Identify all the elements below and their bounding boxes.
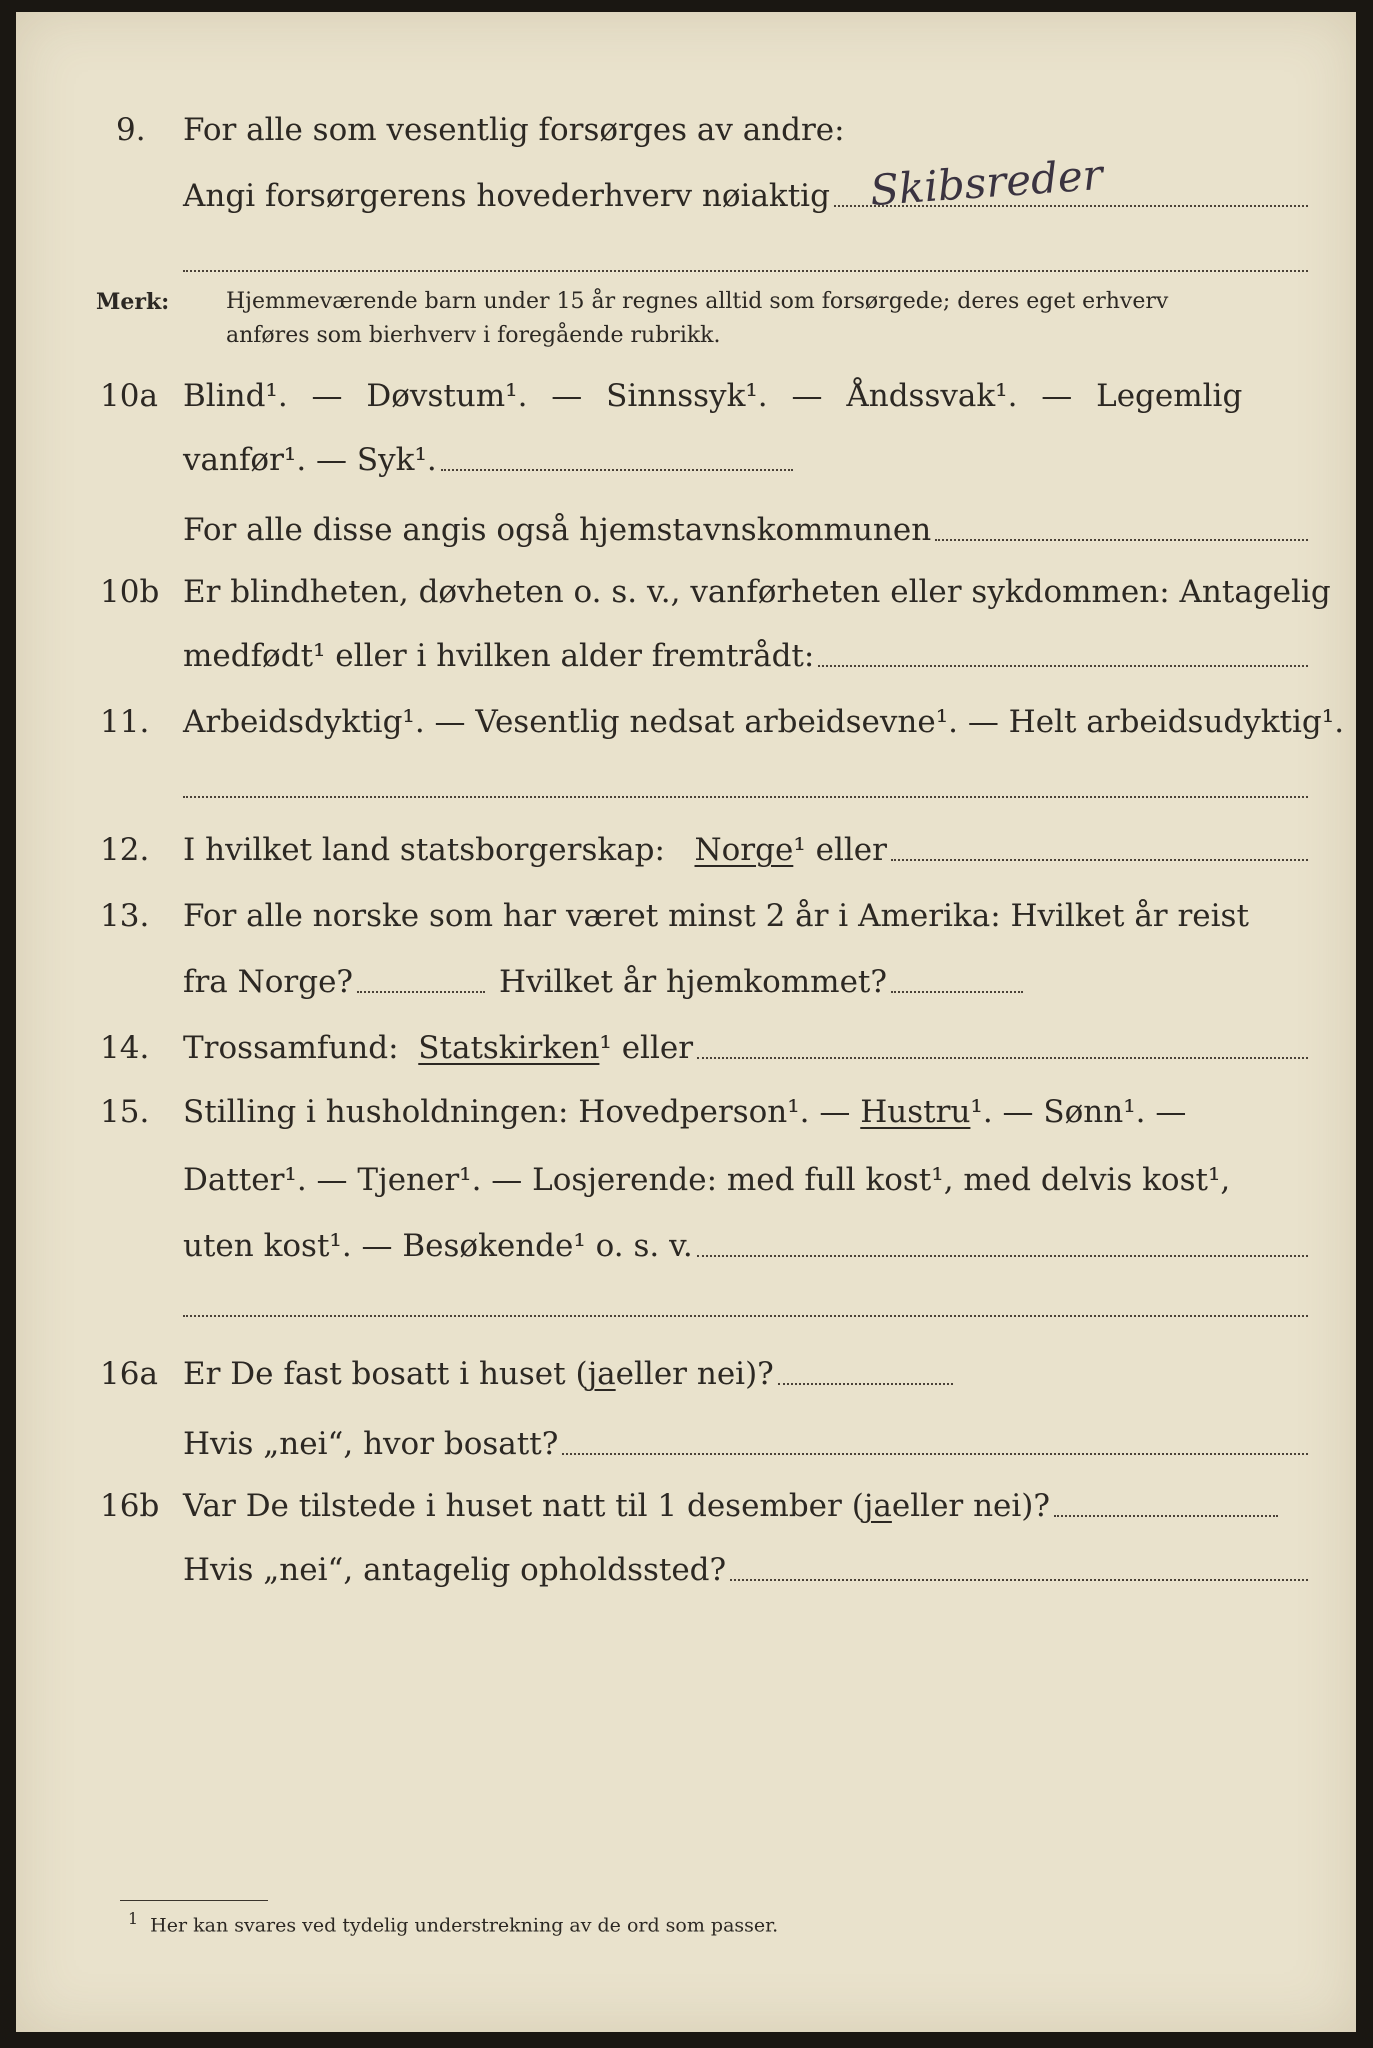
q11-field[interactable] [183, 796, 1308, 798]
q9-text1: For alle som vesentlig forsørges av andre: [183, 112, 845, 148]
footnote-mark: 1 [128, 1909, 139, 1928]
q11-text1: Arbeidsdyktig¹. — Vesentlig nedsat arbeidsevne¹. — Helt arbeidsudyktig¹. [183, 704, 1345, 740]
q9-line1 [183, 110, 863, 150]
q12-text-post: ¹ eller [793, 832, 887, 868]
q14-line[interactable] [183, 1028, 1308, 1068]
q10b-text1: Er blindheten, døvheten o. s. v., vanførheten eller sykdommen: Antagelig [183, 574, 1331, 610]
q12-underlined-answer: Norge [694, 832, 794, 868]
q13-text2a: fra Norge? [183, 964, 354, 1000]
q15-underlined-answer: Hustru [860, 1094, 971, 1130]
q16b-field[interactable] [1054, 1515, 1278, 1517]
q9-number: 9. [116, 112, 146, 148]
q12-line[interactable] [183, 830, 1308, 870]
q9-extra-field[interactable] [183, 270, 1308, 272]
q14-field[interactable] [697, 1057, 1308, 1059]
q15-text1-post: ¹. — Sønn¹. — [970, 1094, 1187, 1130]
footnote [128, 1906, 778, 1938]
q13-hjemkommet-field[interactable] [891, 991, 1023, 993]
q16a-bosatt-field[interactable] [562, 1453, 1308, 1455]
q10a-hjemstavn-field[interactable] [935, 539, 1308, 541]
q13-text1: For alle norske som har været minst 2 år i Amerika: Hvilket år reist [183, 898, 1249, 934]
merk-label: Merk: [96, 289, 170, 315]
q13-text2b: Hvilket år hjemkommet? [499, 964, 888, 1000]
q16a-field[interactable] [778, 1383, 953, 1385]
footnote-rule [120, 1900, 268, 1901]
q16b-underlined-answer: ja [863, 1488, 892, 1524]
q10a-field[interactable] [441, 469, 793, 471]
q16a-number: 16a [100, 1356, 158, 1392]
q16a-underlined-answer: ja [587, 1356, 616, 1392]
q16a-line1[interactable] [183, 1354, 953, 1394]
q15-field[interactable] [697, 1255, 1308, 1257]
q15-extra-field[interactable] [183, 1315, 1308, 1317]
footnote-text: Her kan svares ved tydelig understrekning av de ord som passer. [150, 1914, 779, 1937]
q15-line1 [183, 1092, 1186, 1132]
q10a-line1 [183, 376, 1242, 416]
q14-number: 14. [100, 1030, 150, 1066]
q9-line2[interactable] [183, 176, 1308, 216]
q12-field[interactable] [891, 859, 1308, 861]
q15-line3[interactable] [183, 1226, 1308, 1266]
q15-text2: Datter¹. — Tjener¹. — Losjerende: med full kost¹, med delvis kost¹, [183, 1162, 1231, 1198]
q15-text1: Stilling i husholdningen: Hovedperson¹. — [183, 1094, 851, 1130]
q16b-line2[interactable] [183, 1550, 1308, 1590]
q16b-text: Var De tilstede i huset natt til 1 desember ( [183, 1488, 864, 1524]
q15-line2 [183, 1160, 1230, 1200]
q16b-number: 16b [100, 1488, 160, 1524]
merk-line2: anføres som bierhverv i foregående rubrikk. [226, 323, 721, 348]
q14-text: Trossamfund: [183, 1030, 399, 1066]
q16b-opholdssted-field[interactable] [730, 1579, 1308, 1581]
q9-text2: Angi forsørgerens hovederhverv nøiaktig [183, 178, 830, 214]
q10a-text1: Blind¹. — Døvstum¹. — Sinnssyk¹. — Åndssvak¹. — Legemlig [183, 378, 1243, 414]
q14-underlined-answer: Statskirken [418, 1030, 600, 1066]
q13-line2[interactable] [183, 962, 1023, 1002]
q13-reist-field[interactable] [357, 991, 485, 993]
q16a-text: Er De fast bosatt i huset ( [183, 1356, 588, 1392]
q16b-line1[interactable] [183, 1486, 1278, 1526]
q10b-number: 10b [100, 574, 160, 610]
q10b-field[interactable] [818, 665, 1308, 667]
q15-text3: uten kost¹. — Besøkende¹ o. s. v. [183, 1228, 693, 1264]
q14-text-post: ¹ eller [599, 1030, 694, 1066]
q10a-line3[interactable] [183, 510, 1308, 550]
q12-number: 12. [100, 832, 150, 868]
q16a-text-post: eller nei)? [615, 1356, 774, 1392]
q10b-line2[interactable] [183, 636, 1308, 676]
q9-handwritten-answer: Skibsreder [868, 149, 1105, 216]
q10a-line2[interactable] [183, 440, 793, 480]
q12-text: I hvilket land statsborgerskap: [183, 832, 665, 868]
q11-number: 11. [100, 704, 150, 740]
q16b-text2: Hvis „nei“, antagelig opholdssted? [183, 1552, 727, 1588]
q11-line1 [183, 702, 1344, 742]
merk-line1: Hjemmeværende barn under 15 år regnes alltid som forsørgede; deres eget erhverv [226, 289, 1169, 314]
q10b-text2: medfødt¹ eller i hvilken alder fremtrådt: [183, 638, 815, 674]
q13-line1 [183, 896, 1249, 936]
q16a-text2: Hvis „nei“, hvor bosatt? [183, 1426, 559, 1462]
q15-number: 15. [100, 1094, 150, 1130]
q10a-text2: vanfør¹. — Syk¹. [183, 442, 437, 478]
q13-number: 13. [100, 898, 150, 934]
q10a-text3: For alle disse angis også hjemstavnskommunen [183, 512, 932, 548]
q10b-line1 [183, 572, 1331, 612]
q10a-number: 10a [100, 378, 158, 414]
q16b-text-post: eller nei)? [891, 1488, 1051, 1524]
q16a-line2[interactable] [183, 1424, 1308, 1464]
